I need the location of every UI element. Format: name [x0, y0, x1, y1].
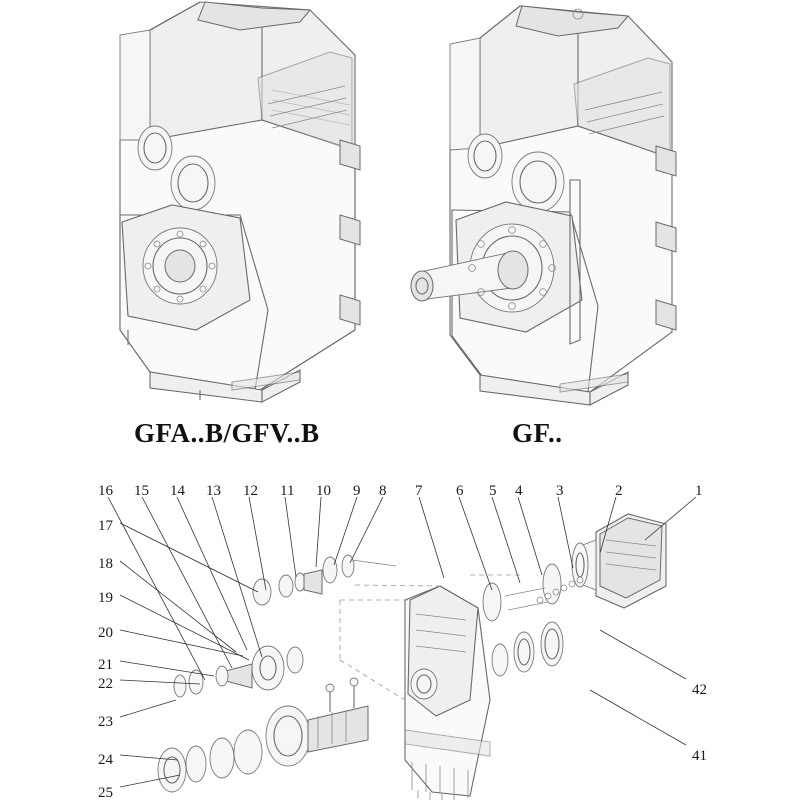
callout-number-21: 21	[98, 657, 113, 673]
callout-number-16: 16	[98, 483, 113, 499]
callout-number-8: 8	[379, 483, 387, 499]
callout-number-15: 15	[134, 483, 149, 499]
callout-number-6: 6	[456, 483, 464, 499]
callout-number-42: 42	[692, 682, 707, 698]
callout-number-10: 10	[316, 483, 331, 499]
callout-number-17: 17	[98, 518, 113, 534]
callout-number-2: 2	[615, 483, 623, 499]
shaft-components-lower	[158, 678, 368, 792]
callout-number-22: 22	[98, 676, 113, 692]
exploded-assembly-view	[158, 514, 666, 800]
caption-left: GFA..B/GFV..B	[134, 418, 320, 448]
callout-number-1: 1	[695, 483, 703, 499]
callout-number-12: 12	[243, 483, 258, 499]
shaft-components-upper	[253, 555, 396, 605]
callout-number-13: 13	[206, 483, 221, 499]
shaft-components-middle	[174, 646, 303, 697]
callout-number-4: 4	[515, 483, 523, 499]
caption-right: GF..	[512, 418, 563, 448]
callout-number-41: 41	[692, 748, 707, 764]
callout-number-5: 5	[489, 483, 497, 499]
callout-number-7: 7	[415, 483, 423, 499]
gearbox-assembly-right	[411, 6, 676, 405]
callout-number-20: 20	[98, 625, 113, 641]
callout-number-14: 14	[170, 483, 185, 499]
callout-number-25: 25	[98, 785, 113, 801]
callout-number-11: 11	[280, 483, 295, 499]
callout-number-9: 9	[353, 483, 361, 499]
motor-part	[572, 514, 666, 608]
callout-number-24: 24	[98, 752, 113, 768]
callout-number-23: 23	[98, 714, 113, 730]
callout-number-19: 19	[98, 590, 113, 606]
gearbox-assembly-left	[120, 2, 360, 402]
callout-number-18: 18	[98, 556, 113, 572]
callout-number-3: 3	[556, 483, 564, 499]
bearing-ring-set	[483, 564, 563, 676]
